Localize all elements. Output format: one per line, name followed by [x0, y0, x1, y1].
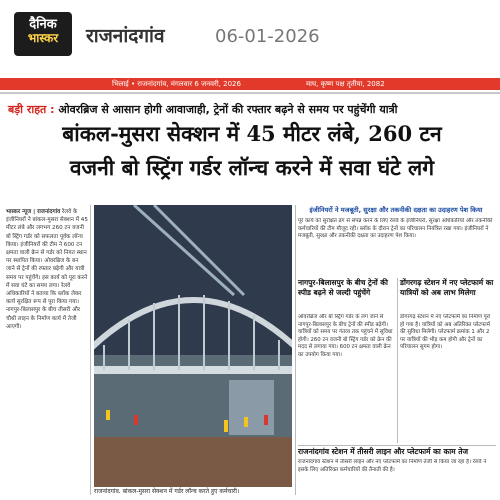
- article-body: रेलवे के इंजीनियरों ने बांकल-मुसरा सेक्शन में 45 मीटर लंबे और लगभग 260 टन वजनी बो स्ट्रिंग गर्डर को सफलता पूर्वक लॉन्च किया। इंजीनियरों की टीम ने 600 टन क्षमता वाली क्रेन से गर्डर को नियत स्थान पर स्थापित किया। ओवरब्रिज के बन जाने से ट्रेनों की रफ्तार बढ़ेगी और यात्री समय पर पहुंचेंगे। इस कार्य को पूरा करने में सवा घंटे का समय लगा। रेलवे अधिकारियों ने बताया कि ब्लॉक लेकर कार्य सुरक्षित रूप से पूरा किया गया। नागपुर-बिलासपुर के बीच तीसरी और चौथी लाइन के निर्माण कार्य में तेजी आएगी।: [6, 209, 88, 330]
- dateline-left: भिलाई • राजनांदगांव, मंगलवार 6 जनवरी, 2026: [112, 80, 241, 88]
- headline-line-2: वजनी बो स्ट्रिंग गर्डर लॉन्च करने में सवा घंटे लगे: [69, 155, 435, 180]
- header-divider: [0, 92, 500, 94]
- column-divider-left: [90, 205, 91, 495]
- dateline-strip: [0, 78, 500, 90]
- headline-line-1: बांकल-मुसरा सेक्शन में 45 मीटर लंबे, 260 टन: [62, 121, 442, 146]
- mid-column-divider: [397, 278, 398, 443]
- right-top-subhead: इंजीनियरों ने मजबूती, सुरक्षा और तकनीकी दक्षता का उदाहरण पेश किया: [309, 206, 483, 214]
- kicker-text: ओवरब्रिज से आसान होगी आवाजाही, ट्रेनों की रफ्तार बढ़ने से समय पर पहुंचेंगी यात्री: [58, 103, 398, 116]
- mid-left-paragraph: ओवरब्रिज और बो स्ट्रिंग गर्डर के लग जाने से नागपुर-बिलासपुर के बीच ट्रेनों की स्पीड बढ़ेगी। यात्रियों को समय पर गंतव्य तक पहुंचने में सुविधा होगी। 260 टन वजनी बो स्ट्रिंग गर्डर को क्रेन की मदद से लगाया गया। 600 टन क्षमता वाली क्रेन का उपयोग किया गया।: [298, 314, 393, 358]
- edition-name: राजनांदगांव: [86, 25, 165, 47]
- photo-caption: राजनांदगांव. बांकल-मुसरा सेक्शन में गर्डर लॉन्च करते हुए कर्मचारी।: [94, 488, 240, 495]
- bottom-paragraph: राजनांदगांव स्टेशन में तीसरी लाइन और नए प्लेटफार्म का निर्माण तेजी से किया जा रहा है। रेलवे ने इसके लिए अतिरिक्त कर्मचारियों की तैनाती की है।: [298, 459, 487, 473]
- logo-line-2: भास्कर: [27, 30, 59, 45]
- bottom-subhead: राजनांदगांव स्टेशन में तीसरी लाइन और प्लेटफार्म का काम तेज: [298, 447, 469, 456]
- logo-line-1: दैनिक: [29, 17, 57, 32]
- headline: [8, 117, 496, 185]
- mid-right-paragraph: डोंगरगढ़ स्टेशन में नए प्लेटफार्म का निर्माण पूरा हो गया है। यात्रियों को अब अतिरिक्त प्लेटफार्म की सुविधा मिलेगी। प्लेटफार्म क्रमांक 1 और 2 पर यात्रियों की भीड़ कम होगी और ट्रेनों का परिचालन सुगम होगा।: [400, 314, 491, 351]
- masthead: [0, 0, 500, 78]
- kicker-label: बड़ी राहत: [8, 103, 47, 116]
- girder-launch-photo: [94, 205, 292, 487]
- kicker-separator-icon: :: [50, 103, 55, 116]
- dateline-right: माघ, कृष्ण पक्ष तृतीया, 2082: [306, 80, 385, 88]
- left-column-article: [6, 208, 88, 490]
- dainik-bhaskar-logo: [14, 12, 72, 56]
- kicker: [8, 102, 398, 117]
- column-divider-right: [295, 205, 296, 495]
- right-top-paragraph: पूरे कार्य को सुरक्षित ढंग से संपन्न करने के लिए रेलवे के इंजीनियरों, सुरक्षा अधिकारियों और तकनीकी कर्मचारियों की टीम मौजूद रही। ब्लॉक के दौरान ट्रेनों का परिचालन नियंत्रित रखा गया। इंजीनियरों ने मजबूती, सुरक्षा और तकनीकी दक्षता का उदाहरण पेश किया।: [298, 218, 493, 240]
- edition-date: 06-01-2026: [215, 26, 320, 47]
- article-dateline: भास्कर न्यूज | राजनांदगांव: [6, 209, 61, 215]
- mid-left-subhead: नागपुर-बिलासपुर के बीच ट्रेनों की स्पीड बढ़ने से जल्दी पहुंचेंगे: [298, 278, 388, 297]
- bottom-section-rule: [298, 445, 496, 446]
- mid-right-subhead: डोंगरगढ़ स्टेशन में नए प्लेटफार्म का यात्रियों को अब लाभ मिलेगा: [400, 278, 494, 297]
- girder-illustration: [94, 205, 292, 487]
